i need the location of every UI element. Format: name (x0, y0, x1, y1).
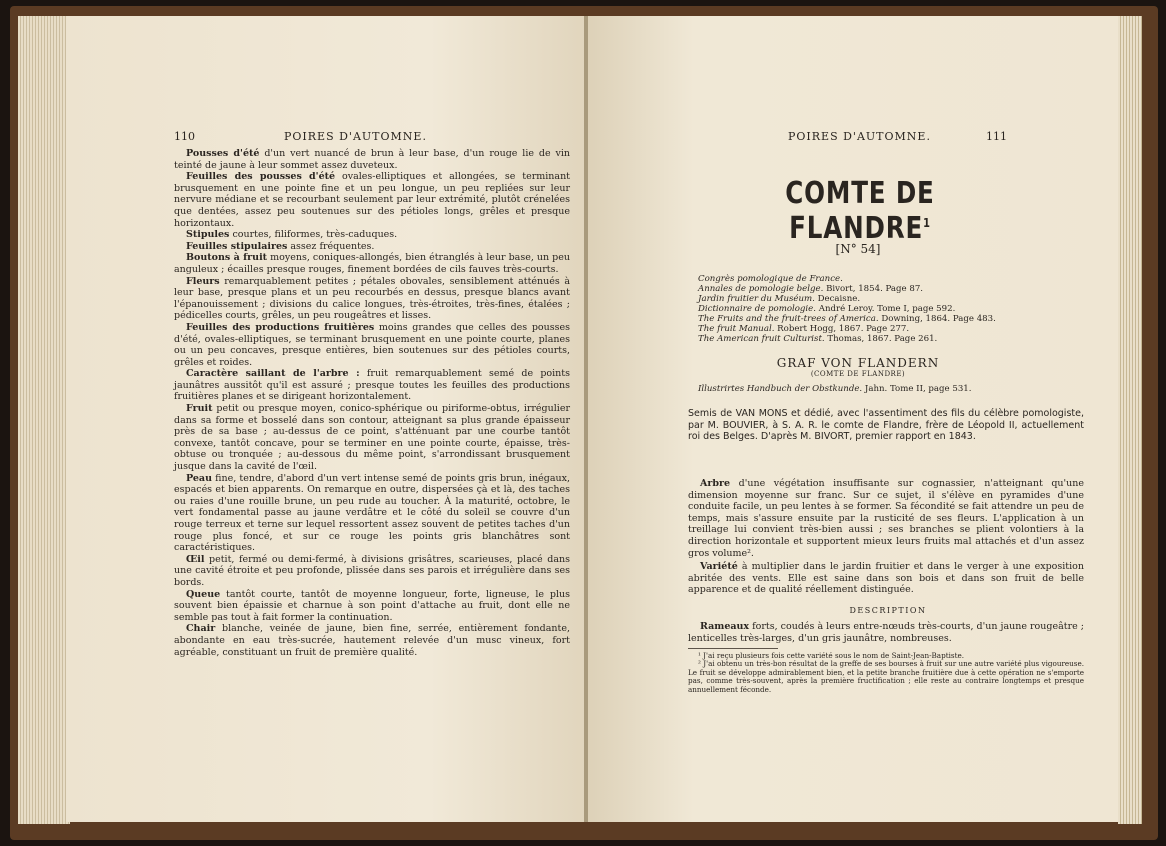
left-paragraph (174, 473, 570, 554)
synonym-reference-detail: Jahn. Tome II, page 531. (862, 384, 972, 394)
right-page-body (688, 478, 1084, 598)
left-text: remarquablement petites ; pétales obovales, sensiblement atténués à leur base, presque plans et un peu recourbés en dessus, presque blancs avant l'épanouissement ; divisions du calice longues, très-étroites, très-fines, étalées ; pédicelles courts, grêles, un peu rougeâtres et lisses. (174, 275, 570, 322)
page-edges-right (1118, 16, 1142, 824)
left-text: tantôt courte, tantôt de moyenne longueur, forte, ligneuse, le plus souvent bien épaissie et charnue à son point d'attache au fruit, dont elle ne semble pas tout à fait former la continuation. (174, 588, 570, 623)
reference-work: The fruit Manual. (698, 324, 775, 334)
rameaux-text: forts, coudés à leurs entre-nœuds très-courts, d'un jaune rougeâtre ; lenticelles très-larges, d'un gris jaunâtre, nombreuses. (688, 621, 1084, 644)
right-term: Arbre (700, 478, 731, 489)
variety-title-text: COMTE DE FLANDRE (785, 176, 935, 246)
left-paragraph (174, 148, 570, 171)
right-paragraph (688, 478, 1084, 559)
left-term: Boutons à fruit (186, 252, 268, 264)
origin-paragraph (688, 408, 1084, 443)
right-paragraph (688, 561, 1084, 596)
right-running-head: POIRES D'AUTOMNE. (788, 130, 931, 143)
left-term: Caractère saillant de l'arbre : (186, 368, 360, 380)
left-text: fine, tendre, d'abord d'un vert intense semé de points gris brun, inégaux, espacés et bien apparents. On remarque en outre, dispersées çà et là, des taches ou raies d'une rouille brune, un peu rude au toucher. À la maturité, octobre, le vert fondamental passe au jaune verdâtre et le côté du soleil se couvre d'un rouge terreux et terne sur lequel ressortent assez souvent de petites taches d'un rouge plus foncé, et sur ce rouge les points gris blanchâtres sont caractéristiques. (174, 472, 570, 554)
left-text: petit, fermé ou demi-fermé, à divisions grisâtres, scarieuses, placé dans une cavité étroite et peu profonde, plissée dans ses parois et irrégulière dans ses bords. (174, 553, 570, 588)
page-edges-left (18, 16, 70, 824)
left-paragraph (174, 554, 570, 589)
synonym-reference-work: Illustrirtes Handbuch der Obstkunde. (698, 384, 863, 394)
left-page-number: 110 (174, 130, 195, 143)
left-paragraph (174, 276, 570, 322)
left-text: ovales-elliptiques et allongées, se terminant brusquement en une pointe fine et un peu longue, un peu repliées sur leur nervure médiane et se recourbant seulement par leur extrémité, plutôt crénelées que dentées, assez peu soutenues sur des pétioles longs, grêles et presque horizontaux. (174, 171, 571, 229)
reference-entry (698, 304, 1078, 314)
left-paragraph (174, 252, 570, 275)
left-term: Feuilles des productions fruitières (186, 321, 375, 333)
left-paragraph (174, 171, 570, 229)
left-paragraph (174, 229, 570, 241)
reference-entry (698, 314, 1078, 324)
reference-work: Dictionnaire de pomologie. (698, 304, 817, 314)
reference-entry (698, 324, 1078, 334)
left-text: petit ou presque moyen, conico-sphérique ou piriforme-obtus, irrégulier dans sa forme et bosselé dans son contour, atteignant sa plus grande épaisseur près de sa base ; au-dessus de ce point, s'atténuant par une courbe tantôt convexe, tantôt concave, pour se terminer en une pointe courte, épaisse, très-obtuse ou tronquée ; au-dessous du même point, s'arrondissant brusquement jusque dans la cavité de l'œil. (174, 403, 570, 473)
left-text: assez fréquentes. (287, 240, 375, 252)
reference-work: Jardin fruitier du Muséum. (698, 294, 815, 304)
left-term: Pousses d'été (186, 148, 260, 159)
left-term: Feuilles stipulaires (186, 240, 288, 252)
left-text: moyens, coniques-allongés, bien étranglés à leur base, un peu anguleux ; écailles presque rouges, finement bordées de cils fauves très-courts. (174, 252, 570, 275)
reference-work: Congrès pomologique de France. (698, 274, 843, 284)
left-page (66, 16, 586, 822)
reference-detail: Bivort, 1854. Page 87. (823, 284, 924, 294)
origin-text: Semis de VAN MONS et dédié, avec l'assentiment des fils du célèbre pomologiste, par M. BOUVIER, à S. A. R. le comte de Flandre, frère de Léopold II, actuellement roi des Belges. D'après M. BIVORT, premier rapport en 1843. (688, 408, 1084, 443)
synonym-subheading: (COMTE DE FLANDRE) (810, 370, 906, 378)
right-text: d'une végétation insuffisante sur cognassier, n'atteignant qu'une dimension moyenne sur franc. Sur ce sujet, il s'élève en pyramides d'une conduite facile, un peu lentes à se former. Sa fécondité se fait attendre un peu de temps, mais s'assure ensuite par la rusticité de ses fleurs. L'application à un treillage lui convient très-bien aussi ; ses branches se plient volontiers à la direction horizontale et supportent mieux leurs fruits mal attachés et d'un assez gros volume². (688, 478, 1084, 559)
reference-work: Annales de pomologie belge. (698, 284, 824, 294)
left-term: Feuilles des pousses d'été (186, 171, 336, 183)
reference-detail: Decaisne. (814, 294, 861, 304)
reference-work: The American fruit Culturist. (698, 334, 825, 344)
left-text: fruit remarquablement semé de points jaunâtres aussitôt qu'il est assuré ; presque toutes les feuilles des productions fruitières planes et se dirigeant horizontalement. (174, 368, 570, 403)
left-paragraph (174, 368, 570, 403)
footnote: ² J'ai obtenu un très-bon résultat de la greffe de ses bourses à fruit sur une autre variété plus vigoureuse. Le fruit se développe admirablement bien, et la petite branche fruitière due à cette opération ne s'emporte pas, comme très-souvent, après la première fructification ; elle reste au contraire longtemps et presque annuellement féconde. (688, 659, 1084, 694)
title-footnote-marker: 1 (923, 216, 931, 230)
left-term: Fleurs (186, 275, 220, 287)
right-text: à multiplier dans le jardin fruitier et dans le verger à une exposition abritée des vents. Elle est saine dans son bois et dans son fruit de belle apparence et de qualité réellement distinguée. (688, 561, 1084, 596)
reference-detail: Downing, 1864. Page 483. (878, 314, 996, 324)
bibliography-references (698, 274, 1078, 344)
reference-entry (698, 334, 1078, 344)
left-term: Peau (186, 472, 212, 484)
reference-entry (698, 284, 1078, 294)
variety-number: [N° 54] (835, 242, 881, 256)
footnote: ¹ J'ai reçu plusieurs fois cette variété sous le nom de Saint-Jean-Baptiste. (698, 651, 964, 660)
left-paragraph (174, 403, 570, 473)
synonym-heading: GRAF VON FLANDERN (776, 356, 940, 370)
rameaux-paragraph (688, 621, 1084, 644)
left-term: Fruit (186, 403, 213, 415)
reference-detail: André Leroy. Tome I, page 592. (816, 304, 956, 314)
left-text: moins grandes que celles des pousses d'été, ovales-elliptiques, se terminant brusquement en une pointe courte, planes ou un peu concaves, presque entières, bien soutenues sur des pétioles courts, grêles et roides. (174, 321, 570, 368)
reference-detail: Robert Hogg, 1867. Page 277. (774, 324, 910, 334)
synonym-reference (698, 384, 1078, 394)
left-paragraph (174, 623, 570, 658)
footnote-rule (688, 648, 778, 649)
reference-work: The Fruits and the fruit-trees of America. (698, 314, 879, 324)
left-term: Œil (186, 553, 205, 565)
reference-entry (698, 294, 1078, 304)
left-page-body (174, 148, 570, 658)
left-paragraph (174, 241, 570, 253)
variety-title (753, 176, 966, 246)
right-page (588, 16, 1118, 822)
left-text: courtes, filiformes, très-caduques. (229, 229, 398, 241)
left-paragraph (174, 322, 570, 368)
right-term: Variété (700, 561, 738, 573)
footnotes (688, 652, 1084, 694)
left-term: Stipules (186, 229, 230, 241)
description-heading: DESCRIPTION (849, 606, 927, 615)
left-paragraph (174, 589, 570, 624)
left-text: blanche, veinée de jaune, bien fine, serrée, entièrement fondante, abondante en eau très-sucrée, hautement relevée d'un musc vineux, fort agréable, constituant un fruit de première qualité. (174, 623, 570, 658)
right-page-number: 111 (986, 130, 1007, 143)
left-running-head: POIRES D'AUTOMNE. (284, 130, 427, 143)
left-term: Queue (186, 588, 221, 600)
rameaux-term: Rameaux (700, 621, 750, 632)
left-term: Chair (186, 623, 216, 635)
reference-detail: Thomas, 1867. Page 261. (824, 334, 938, 344)
left-text: d'un vert nuancé de brun à leur base, d'un rouge lie de vin teinté de jaune à leur sommet assez duveteux. (174, 148, 570, 171)
reference-entry (698, 274, 1078, 284)
